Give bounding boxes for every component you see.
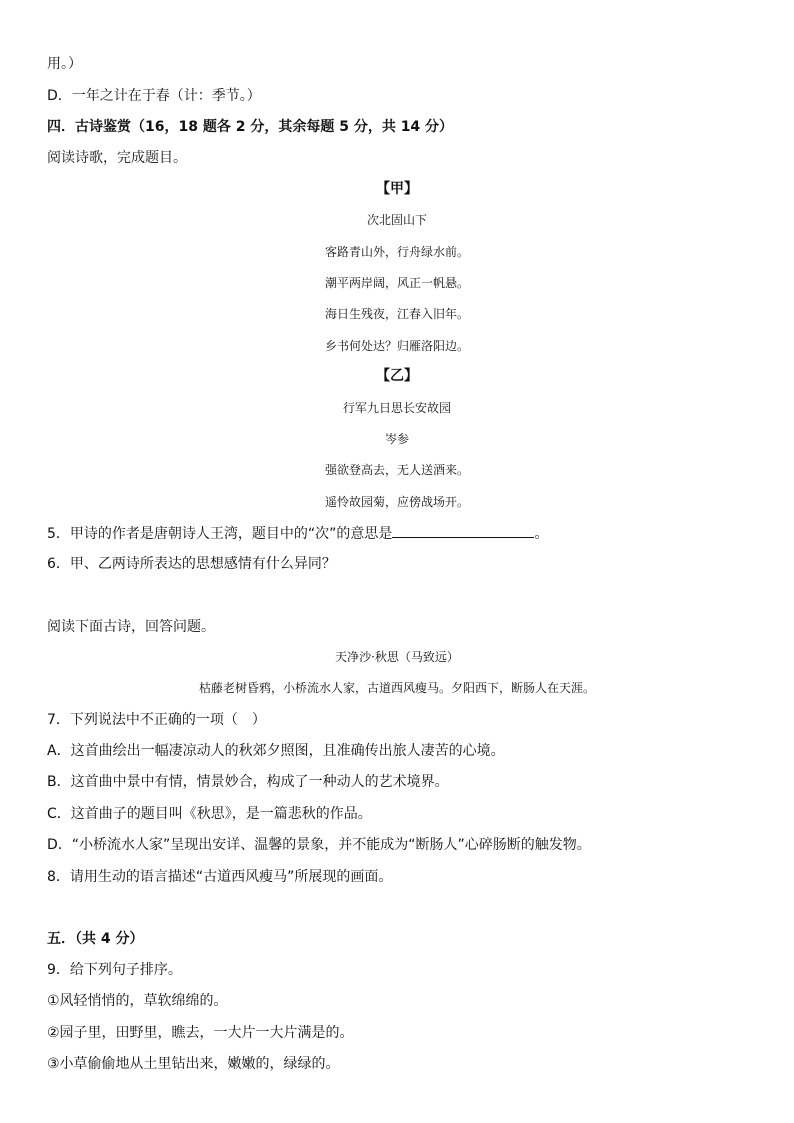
question-8: 8．请用生动的语言描述“古道西风瘦马”所展现的画面。	[47, 869, 393, 885]
section4-heading: 四．古诗鉴赏（16，18 题各 2 分，其余每题 5 分，共 14 分）	[47, 119, 454, 135]
question-9: 9．给下列句子排序。	[47, 962, 182, 978]
poem-a-title: 次北固山下	[366, 213, 427, 227]
section4-intro2: 阅读下面古诗，回答问题。	[47, 619, 215, 635]
sentence-item: ③小草偷偷地从土里钻出来，嫩嫩的，绿绿的。	[47, 1056, 340, 1072]
question-7-option-d: D．“小桥流水人家”呈现出安详、温馨的景象，并不能成为“断肠人”心碎肠断的触发物。	[47, 837, 591, 853]
answer-blank[interactable]	[392, 524, 534, 538]
section4-intro: 阅读诗歌，完成题目。	[47, 150, 187, 166]
poem-b-author: 岑参	[384, 432, 409, 446]
prev-text-line: 用。）	[47, 56, 82, 72]
poem-a-line: 客路青山外，行舟绿水前。	[324, 245, 469, 259]
section5-heading: 五．（共 4 分）	[47, 931, 144, 947]
question-7-stem: 7．下列说法中不正确的一项（ ）	[47, 712, 266, 728]
poem-a-line: 乡书何处达？归雁洛阳边。	[324, 339, 469, 353]
question-5	[47, 524, 548, 543]
question-5-end: 。	[534, 526, 549, 542]
question-7-option-a: A．这首曲绘出一幅凄凉动人的秋郊夕照图，且准确传出旅人凄苦的心境。	[47, 743, 505, 759]
poem-b-title: 行军九日思长安故园	[342, 401, 451, 415]
poem-c-title: 天净沙·秋思（马致远）	[335, 650, 459, 664]
sentence-item: ①风轻悄悄的，草软绵绵的。	[47, 993, 228, 1009]
poem-c-text: 枯藤老树昏鸦，小桥流水人家，古道西风瘦马。夕阳西下，断肠人在天涯。	[198, 681, 595, 695]
question-6: 6．甲、乙两诗所表达的思想感情有什么异同？	[47, 556, 336, 572]
poem-a-line: 海日生残夜，江春入旧年。	[324, 307, 469, 321]
question-7-option-c: C．这首曲子的题目叫《秋思》，是一篇悲秋的作品。	[47, 806, 372, 822]
sentence-item: ②园子里，田野里，瞧去，一大片一大片满是的。	[47, 1025, 354, 1041]
poem-b-line: 遥怜故园菊，应傍战场开。	[324, 495, 469, 509]
prev-option-d: D．一年之计在于春（计：季节。）	[47, 88, 261, 104]
poem-a-line: 潮平两岸阔，风正一帆悬。	[324, 276, 469, 290]
question-5-text: 5．甲诗的作者是唐朝诗人王湾，题目中的“次”的意思是	[47, 526, 393, 542]
poem-a-label: 【甲】	[376, 181, 418, 197]
poem-b-line: 强欲登高去，无人送酒来。	[324, 463, 469, 477]
question-7-option-b: B．这首曲中景中有情，情景妙合，构成了一种动人的艺术境界。	[47, 774, 449, 790]
poem-b-label: 【乙】	[376, 368, 418, 384]
